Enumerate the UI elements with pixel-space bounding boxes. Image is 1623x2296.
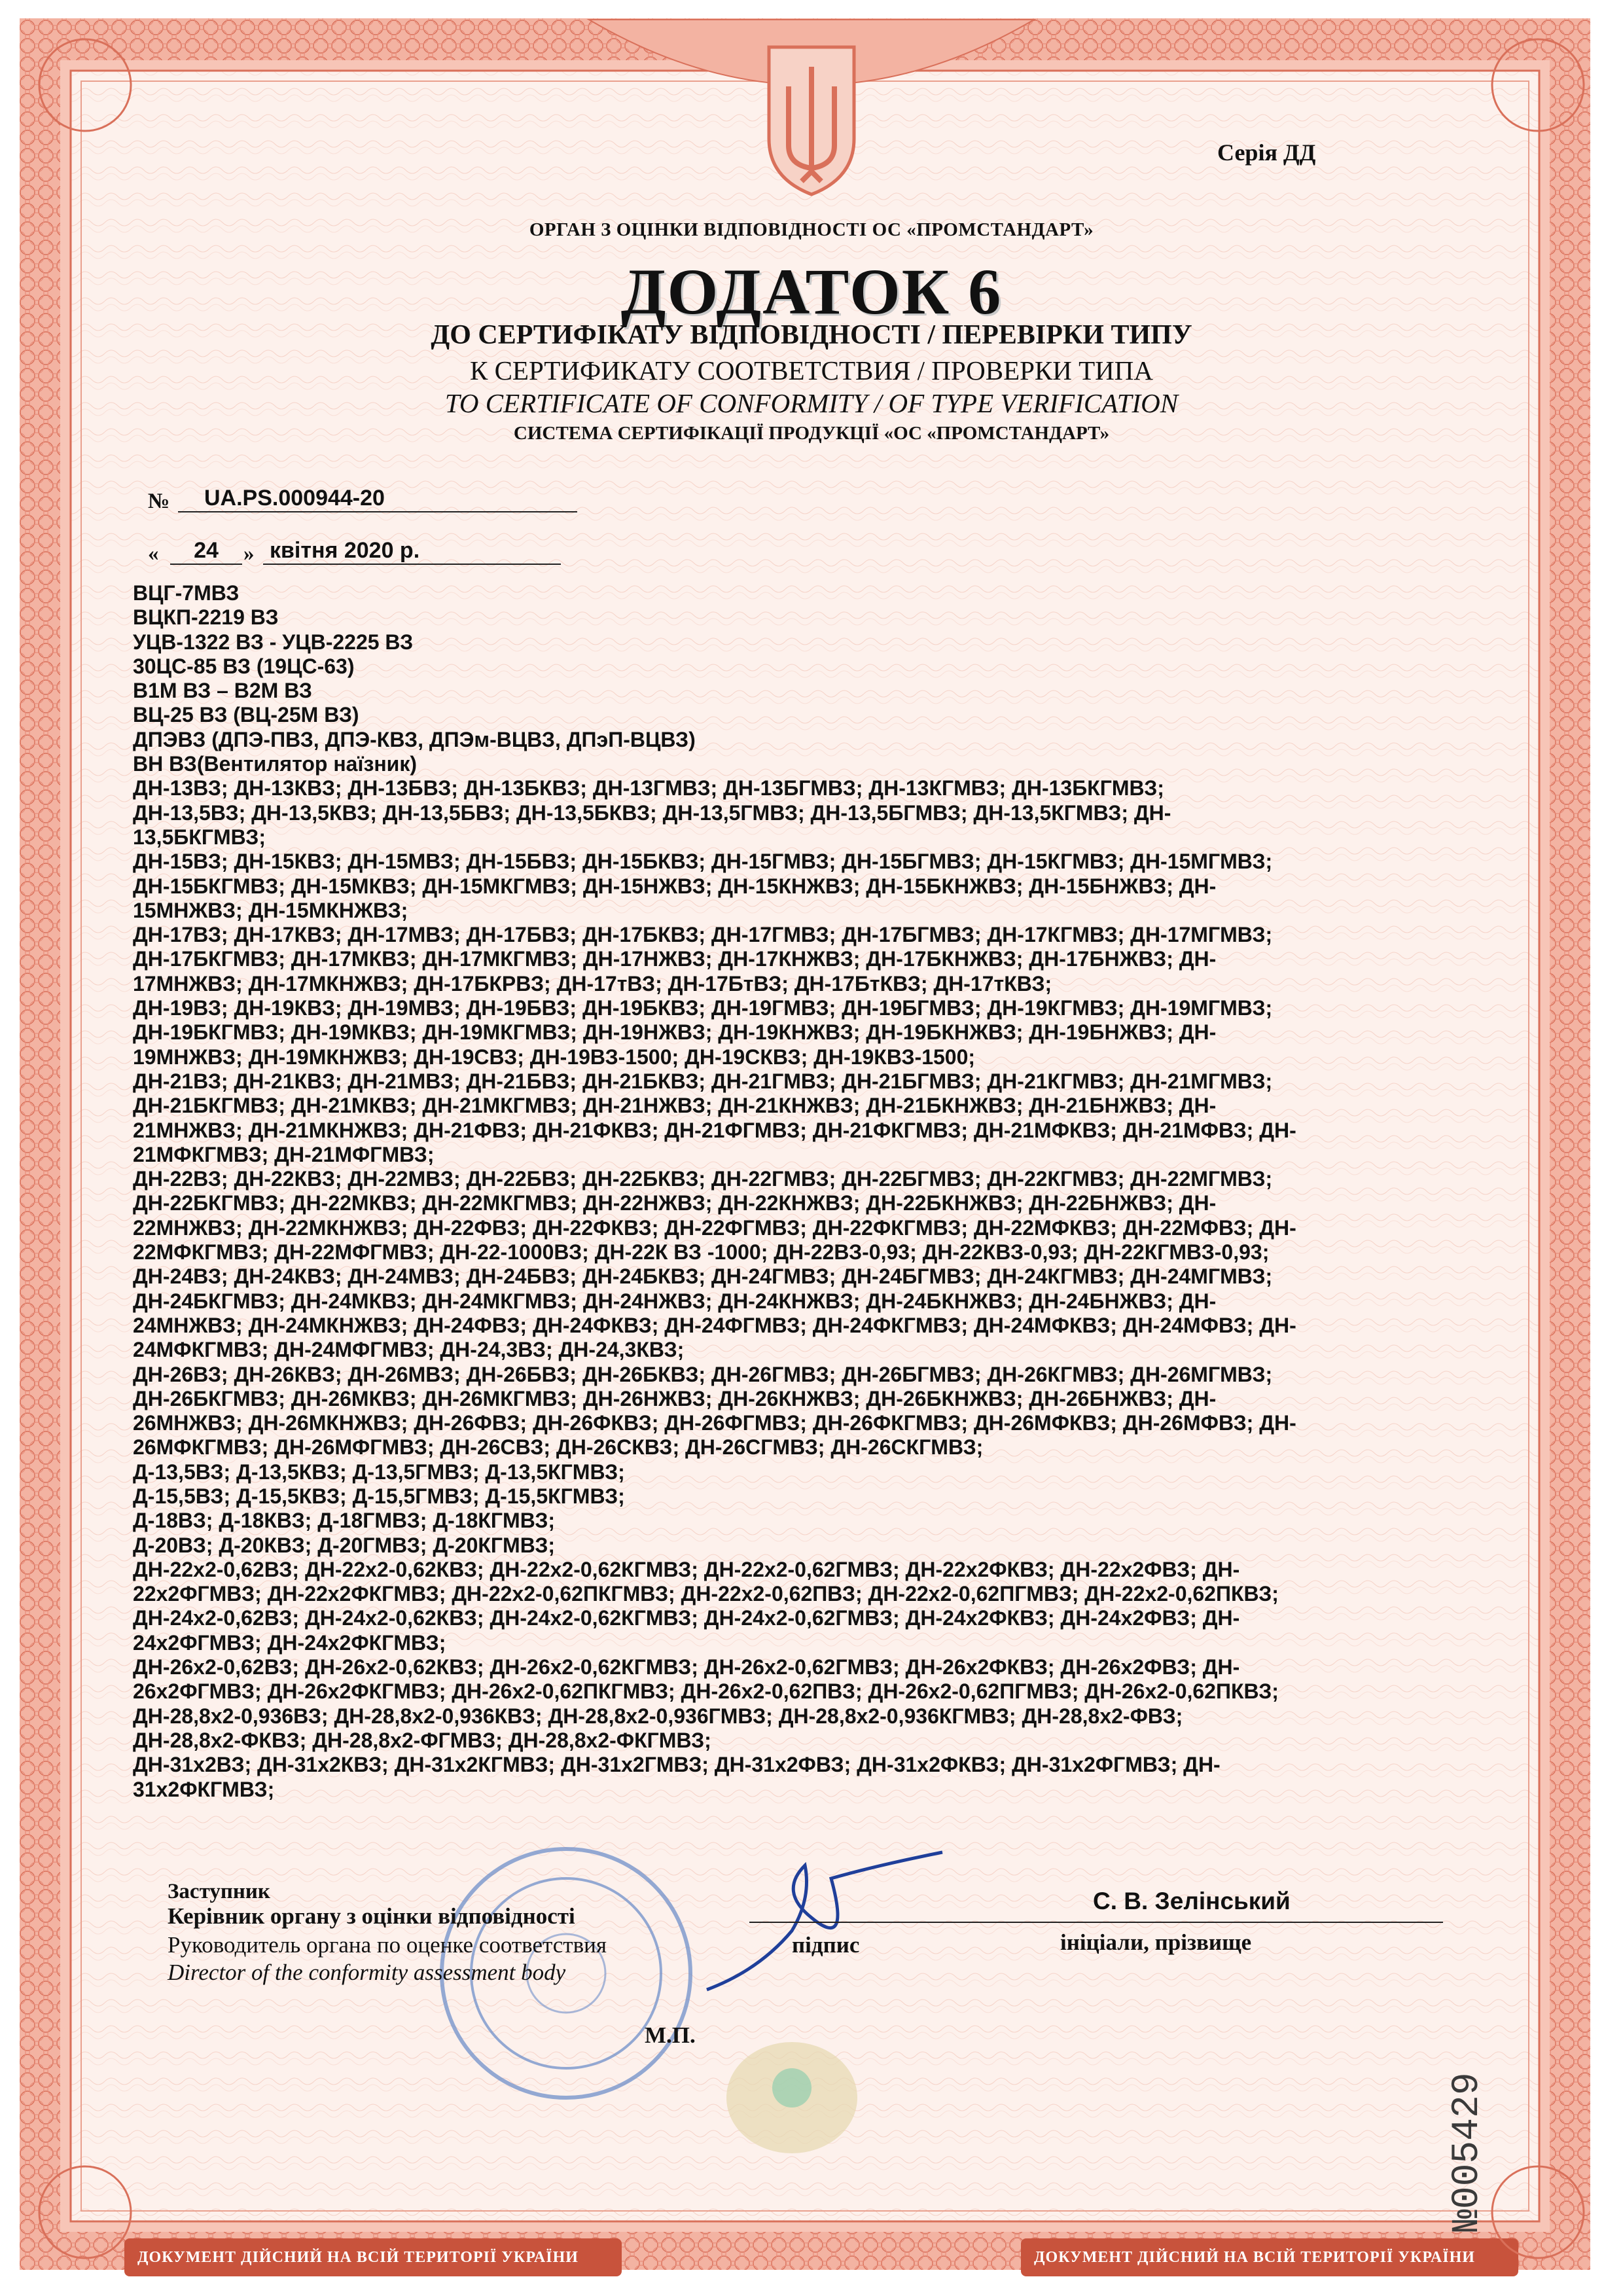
series-label: Серія ДД <box>1217 139 1316 166</box>
product-line: 24х2ФГМВЗ; ДН-24х2ФКГМВЗ; <box>133 1630 446 1655</box>
product-line: 15МНЖВЗ; ДН-15МКНЖВЗ; <box>133 898 408 922</box>
product-line: ДН-28,8х2-0,936ВЗ; ДН-28,8х2-0,936КВЗ; ДН-28,8х2-0,936ГМВЗ; ДН-28,8х2-0,936КГМВЗ; ДН-28,8х2-ФВЗ; <box>133 1704 1183 1728</box>
handwritten-signature-icon <box>681 1839 955 2009</box>
hologram-icon <box>720 2036 864 2160</box>
product-line: ДН-19ВЗ; ДН-19КВЗ; ДН-19МВЗ; ДН-19БВЗ; ДН-19БКВЗ; ДН-19ГМВЗ; ДН-19БГМВЗ; ДН-19КГМВЗ; ДН-19МГМВЗ; <box>133 996 1273 1020</box>
product-line: ДН-21ВЗ; ДН-21КВЗ; ДН-21МВЗ; ДН-21БВЗ; ДН-21БКВЗ; ДН-21ГМВЗ; ДН-21БГМВЗ; ДН-21КГМВЗ; ДН-21МГМВЗ; <box>133 1069 1273 1093</box>
date-close-quote: » <box>243 542 255 565</box>
footer-ribbon-left: ДОКУМЕНТ ДІЙСНИЙ НА ВСІЙ ТЕРИТОРІЇ УКРАЇНИ <box>137 2249 579 2266</box>
product-line: ДН-26БКГМВЗ; ДН-26МКВЗ; ДН-26МКГМВЗ; ДН-26НЖВЗ; ДН-26КНЖВЗ; ДН-26БКНЖВЗ; ДН-26БНЖВЗ; ДН- <box>133 1386 1217 1410</box>
head-title-ru: Руководитель органа по оценке соответствия <box>168 1932 607 1958</box>
product-line: ДН-26ВЗ; ДН-26КВЗ; ДН-26МВЗ; ДН-26БВЗ; ДН-26БКВЗ; ДН-26ГМВЗ; ДН-26БГМВЗ; ДН-26КГМВЗ; ДН-26МГМВЗ; <box>133 1362 1273 1386</box>
signature-caption: підпис <box>792 1932 860 1958</box>
product-line: ДПЭВЗ (ДПЭ-ПВЗ, ДПЭ-КВЗ, ДПЭм-ВЦВЗ, ДПэП-ВЦВЗ) <box>133 727 696 751</box>
product-line: 26МФКГМВЗ; ДН-26МФГМВЗ; ДН-26СВЗ; ДН-26СКВЗ; ДН-26СГМВЗ; ДН-26СКГМВЗ; <box>133 1435 984 1460</box>
page-title: ДОДАТОК 6 <box>620 255 1003 328</box>
date-month-year: квітня 2020 р. <box>263 538 561 565</box>
product-line: 19МНЖВЗ; ДН-19МКНЖВЗ; ДН-19СВЗ; ДН-19ВЗ-1500; ДН-19СКВЗ; ДН-19КВЗ-1500; <box>133 1045 976 1069</box>
product-line: ДН-31х2ВЗ; ДН-31х2КВЗ; ДН-31х2КГМВЗ; ДН-31х2ГМВЗ; ДН-31х2ФВЗ; ДН-31х2ФКВЗ; ДН-31х2ФГМВЗ; ДН- <box>133 1753 1221 1777</box>
issuer-name: ОРГАН З ОЦІНКИ ВІДПОВІДНОСТІ ОС «ПРОМСТАНДАРТ» <box>529 219 1094 240</box>
product-line: 24МФКГМВЗ; ДН-24МФГМВЗ; ДН-24,3ВЗ; ДН-24,3КВЗ; <box>133 1338 685 1362</box>
certificate-number: UA.PS.000944-20 <box>178 486 577 512</box>
initials-caption: ініціали, прізвище <box>1060 1929 1252 1955</box>
product-line: 22МНЖВЗ; ДН-22МКНЖВЗ; ДН-22ФВЗ; ДН-22ФКВЗ; ДН-22ФГМВЗ; ДН-22ФКГМВЗ; ДН-22МФКВЗ; ДН-22МФВЗ; ДН- <box>133 1215 1296 1240</box>
product-line: ДН-22х2-0,62ВЗ; ДН-22х2-0,62КВЗ; ДН-22х2-0,62КГМВЗ; ДН-22х2-0,62ГМВЗ; ДН-22х2ФКВЗ; ДН-22х2ФВЗ; ДН- <box>133 1557 1240 1581</box>
subtitle-en: TO CERTIFICATE OF CONFORMITY / OF TYPE VERIFICATION <box>444 388 1179 418</box>
product-line: 22МФКГМВЗ; ДН-22МФГМВЗ; ДН-22-1000ВЗ; ДН-22К ВЗ -1000; ДН-22ВЗ-0,93; ДН-22КВЗ-0,93; ДН-22КГМВЗ-0,93; <box>133 1240 1270 1265</box>
product-line: ВЦКП-2219 ВЗ <box>133 605 279 630</box>
product-line: ДН-21БКГМВЗ; ДН-21МКВЗ; ДН-21МКГМВЗ; ДН-21НЖВЗ; ДН-21КНЖВЗ; ДН-21БКНЖВЗ; ДН-21БНЖВЗ; ДН- <box>133 1094 1217 1118</box>
product-line: 21МФКГМВЗ; ДН-21МФГМВЗ; <box>133 1142 435 1166</box>
product-line: ДН-13ВЗ; ДН-13КВЗ; ДН-13БВЗ; ДН-13БКВЗ; ДН-13ГМВЗ; ДН-13БГМВЗ; ДН-13КГМВЗ; ДН-13БКГМВЗ; <box>133 776 1164 800</box>
product-line: Д-13,5ВЗ; Д-13,5КВЗ; Д-13,5ГМВЗ; Д-13,5КГМВЗ; <box>133 1460 625 1484</box>
product-line: 22х2ФГМВЗ; ДН-22х2ФКГМВЗ; ДН-22х2-0,62ПКГМВЗ; ДН-22х2-0,62ПВЗ; ДН-22х2-0,62ПГМВЗ; ДН-22х2-0,62ПКВЗ; <box>133 1582 1279 1606</box>
product-line: Д-20ВЗ; Д-20КВЗ; Д-20ГМВЗ; Д-20КГМВЗ; <box>133 1533 556 1557</box>
product-line: ДН-26х2-0,62ВЗ; ДН-26х2-0,62КВЗ; ДН-26х2-0,62КГМВЗ; ДН-26х2-0,62ГМВЗ; ДН-26х2ФКВЗ; ДН-26х2ФВЗ; ДН- <box>133 1655 1240 1679</box>
product-line: ДН-24ВЗ; ДН-24КВЗ; ДН-24МВЗ; ДН-24БВЗ; ДН-24БКВЗ; ДН-24ГМВЗ; ДН-24БГМВЗ; ДН-24КГМВЗ; ДН-24МГМВЗ; <box>133 1265 1273 1289</box>
product-line: 30ЦС-85 ВЗ (19ЦС-63) <box>133 654 355 678</box>
subtitle-ua: ДО СЕРТИФІКАТУ ВІДПОВІДНОСТІ / ПЕРЕВІРКИ ТИПУ <box>431 320 1192 350</box>
product-line: Д-18ВЗ; Д-18КВЗ; Д-18ГМВЗ; Д-18КГМВЗ; <box>133 1509 556 1533</box>
serial-number <box>1436 1964 1495 2238</box>
product-line: ВН ВЗ(Вентилятор наїзник) <box>133 752 418 776</box>
product-line: 13,5БКГМВЗ; <box>133 825 266 849</box>
head-title-ua: Керівник органу з оцінки відповідності <box>168 1903 575 1929</box>
product-line: В1М ВЗ – В2М ВЗ <box>133 679 312 703</box>
product-line: ДН-15БКГМВЗ; ДН-15МКВЗ; ДН-15МКГМВЗ; ДН-15НЖВЗ; ДН-15КНЖВЗ; ДН-15БКНЖВЗ; ДН-15БНЖВЗ; ДН- <box>133 874 1217 898</box>
trident-emblem-icon <box>756 41 867 198</box>
seal-place-label: М.П. <box>645 2022 696 2048</box>
certification-system: СИСТЕМА СЕРТИФІКАЦІЇ ПРОДУКЦІЇ «ОС «ПРОМСТАНДАРТ» <box>513 423 1110 444</box>
product-line: 26х2ФГМВЗ; ДН-26х2ФКГМВЗ; ДН-26х2-0,62ПКГМВЗ; ДН-26х2-0,62ПВЗ; ДН-26х2-0,62ПГМВЗ; ДН-26х2-0,62ПКВЗ; <box>133 1679 1279 1704</box>
product-line: ДН-24х2-0,62ВЗ; ДН-24х2-0,62КВЗ; ДН-24х2-0,62КГМВЗ; ДН-24х2-0,62ГМВЗ; ДН-24х2ФКВЗ; ДН-24х2ФВЗ; ДН- <box>133 1606 1240 1630</box>
product-line: УЦВ-1322 ВЗ - УЦВ-2225 ВЗ <box>133 630 414 654</box>
product-line: 17МНЖВЗ; ДН-17МКНЖВЗ; ДН-17БКРВЗ; ДН-17тВЗ; ДН-17БтВЗ; ДН-17БтКВЗ; ДН-17тКВЗ; <box>133 971 1052 996</box>
product-line: 24МНЖВЗ; ДН-24МКНЖВЗ; ДН-24ФВЗ; ДН-24ФКВЗ; ДН-24ФГМВЗ; ДН-24ФКГМВЗ; ДН-24МФКВЗ; ДН-24МФВЗ; ДН- <box>133 1313 1296 1337</box>
signature-line <box>749 1922 1443 1923</box>
product-line: ВЦГ-7МВЗ <box>133 581 240 605</box>
product-line: ДН-13,5ВЗ; ДН-13,5КВЗ; ДН-13,5БВЗ; ДН-13,5БКВЗ; ДН-13,5ГМВЗ; ДН-13,5БГМВЗ; ДН-13,5КГМВЗ; ДН- <box>133 800 1171 825</box>
product-line: 26МНЖВЗ; ДН-26МКНЖВЗ; ДН-26ФВЗ; ДН-26ФКВЗ; ДН-26ФГМВЗ; ДН-26ФКГМВЗ; ДН-26МФКВЗ; ДН-26МФВЗ; ДН- <box>133 1411 1296 1435</box>
product-line: 31х2ФКГМВЗ; <box>133 1777 275 1801</box>
deputy-label: Заступник <box>168 1880 270 1903</box>
date-open-quote: « <box>148 542 159 565</box>
product-line: ДН-17ВЗ; ДН-17КВЗ; ДН-17МВЗ; ДН-17БВЗ; ДН-17БКВЗ; ДН-17ГМВЗ; ДН-17БГМВЗ; ДН-17КГМВЗ; ДН-17МГМВЗ; <box>133 923 1273 947</box>
footer-ribbon-right: ДОКУМЕНТ ДІЙСНИЙ НА ВСІЙ ТЕРИТОРІЇ УКРАЇНИ <box>1034 2249 1475 2266</box>
product-line: ДН-15ВЗ; ДН-15КВЗ; ДН-15МВЗ; ДН-15БВЗ; ДН-15БКВЗ; ДН-15ГМВЗ; ДН-15БГМВЗ; ДН-15КГМВЗ; ДН-15МГМВЗ; <box>133 850 1273 874</box>
product-line: ДН-22БКГМВЗ; ДН-22МКВЗ; ДН-22МКГМВЗ; ДН-22НЖВЗ; ДН-22КНЖВЗ; ДН-22БКНЖВЗ; ДН-22БНЖВЗ; ДН- <box>133 1191 1217 1215</box>
product-line: ДН-22ВЗ; ДН-22КВЗ; ДН-22МВЗ; ДН-22БВЗ; ДН-22БКВЗ; ДН-22ГМВЗ; ДН-22БГМВЗ; ДН-22КГМВЗ; ДН-22МГМВЗ; <box>133 1167 1273 1191</box>
product-line: ДН-24БКГМВЗ; ДН-24МКВЗ; ДН-24МКГМВЗ; ДН-24НЖВЗ; ДН-24КНЖВЗ; ДН-24БКНЖВЗ; ДН-24БНЖВЗ; ДН- <box>133 1289 1217 1313</box>
product-line: ДН-19БКГМВЗ; ДН-19МКВЗ; ДН-19МКГМВЗ; ДН-19НЖВЗ; ДН-19КНЖВЗ; ДН-19БКНЖВЗ; ДН-19БНЖВЗ; ДН- <box>133 1020 1217 1045</box>
number-sign: № <box>148 490 170 513</box>
date-day: 24 <box>170 538 242 565</box>
product-line: Д-15,5ВЗ; Д-15,5КВЗ; Д-15,5ГМВЗ; Д-15,5КГМВЗ; <box>133 1484 625 1508</box>
head-title-en: Director of the conformity assessment body <box>168 1960 566 1985</box>
product-line: ДН-28,8х2-ФКВЗ; ДН-28,8х2-ФГМВЗ; ДН-28,8х2-ФКГМВЗ; <box>133 1728 711 1752</box>
subtitle-ru: К СЕРТИФИКАТУ СООТВЕТСТВИЯ / ПРОВЕРКИ ТИПА <box>469 355 1154 386</box>
serial-number-text: №005429 <box>1446 2072 1489 2232</box>
signatory-name: С. В. Зелінський <box>1093 1888 1291 1914</box>
product-line: ДН-17БКГМВЗ; ДН-17МКВЗ; ДН-17МКГМВЗ; ДН-17НЖВЗ; ДН-17КНЖВЗ; ДН-17БКНЖВЗ; ДН-17БНЖВЗ; ДН- <box>133 947 1217 971</box>
product-line: 21МНЖВЗ; ДН-21МКНЖВЗ; ДН-21ФВЗ; ДН-21ФКВЗ; ДН-21ФГМВЗ; ДН-21ФКГМВЗ; ДН-21МФКВЗ; ДН-21МФВЗ; ДН- <box>133 1118 1296 1142</box>
product-list <box>133 581 1520 1802</box>
product-line: ВЦ-25 ВЗ (ВЦ-25М ВЗ) <box>133 703 359 727</box>
